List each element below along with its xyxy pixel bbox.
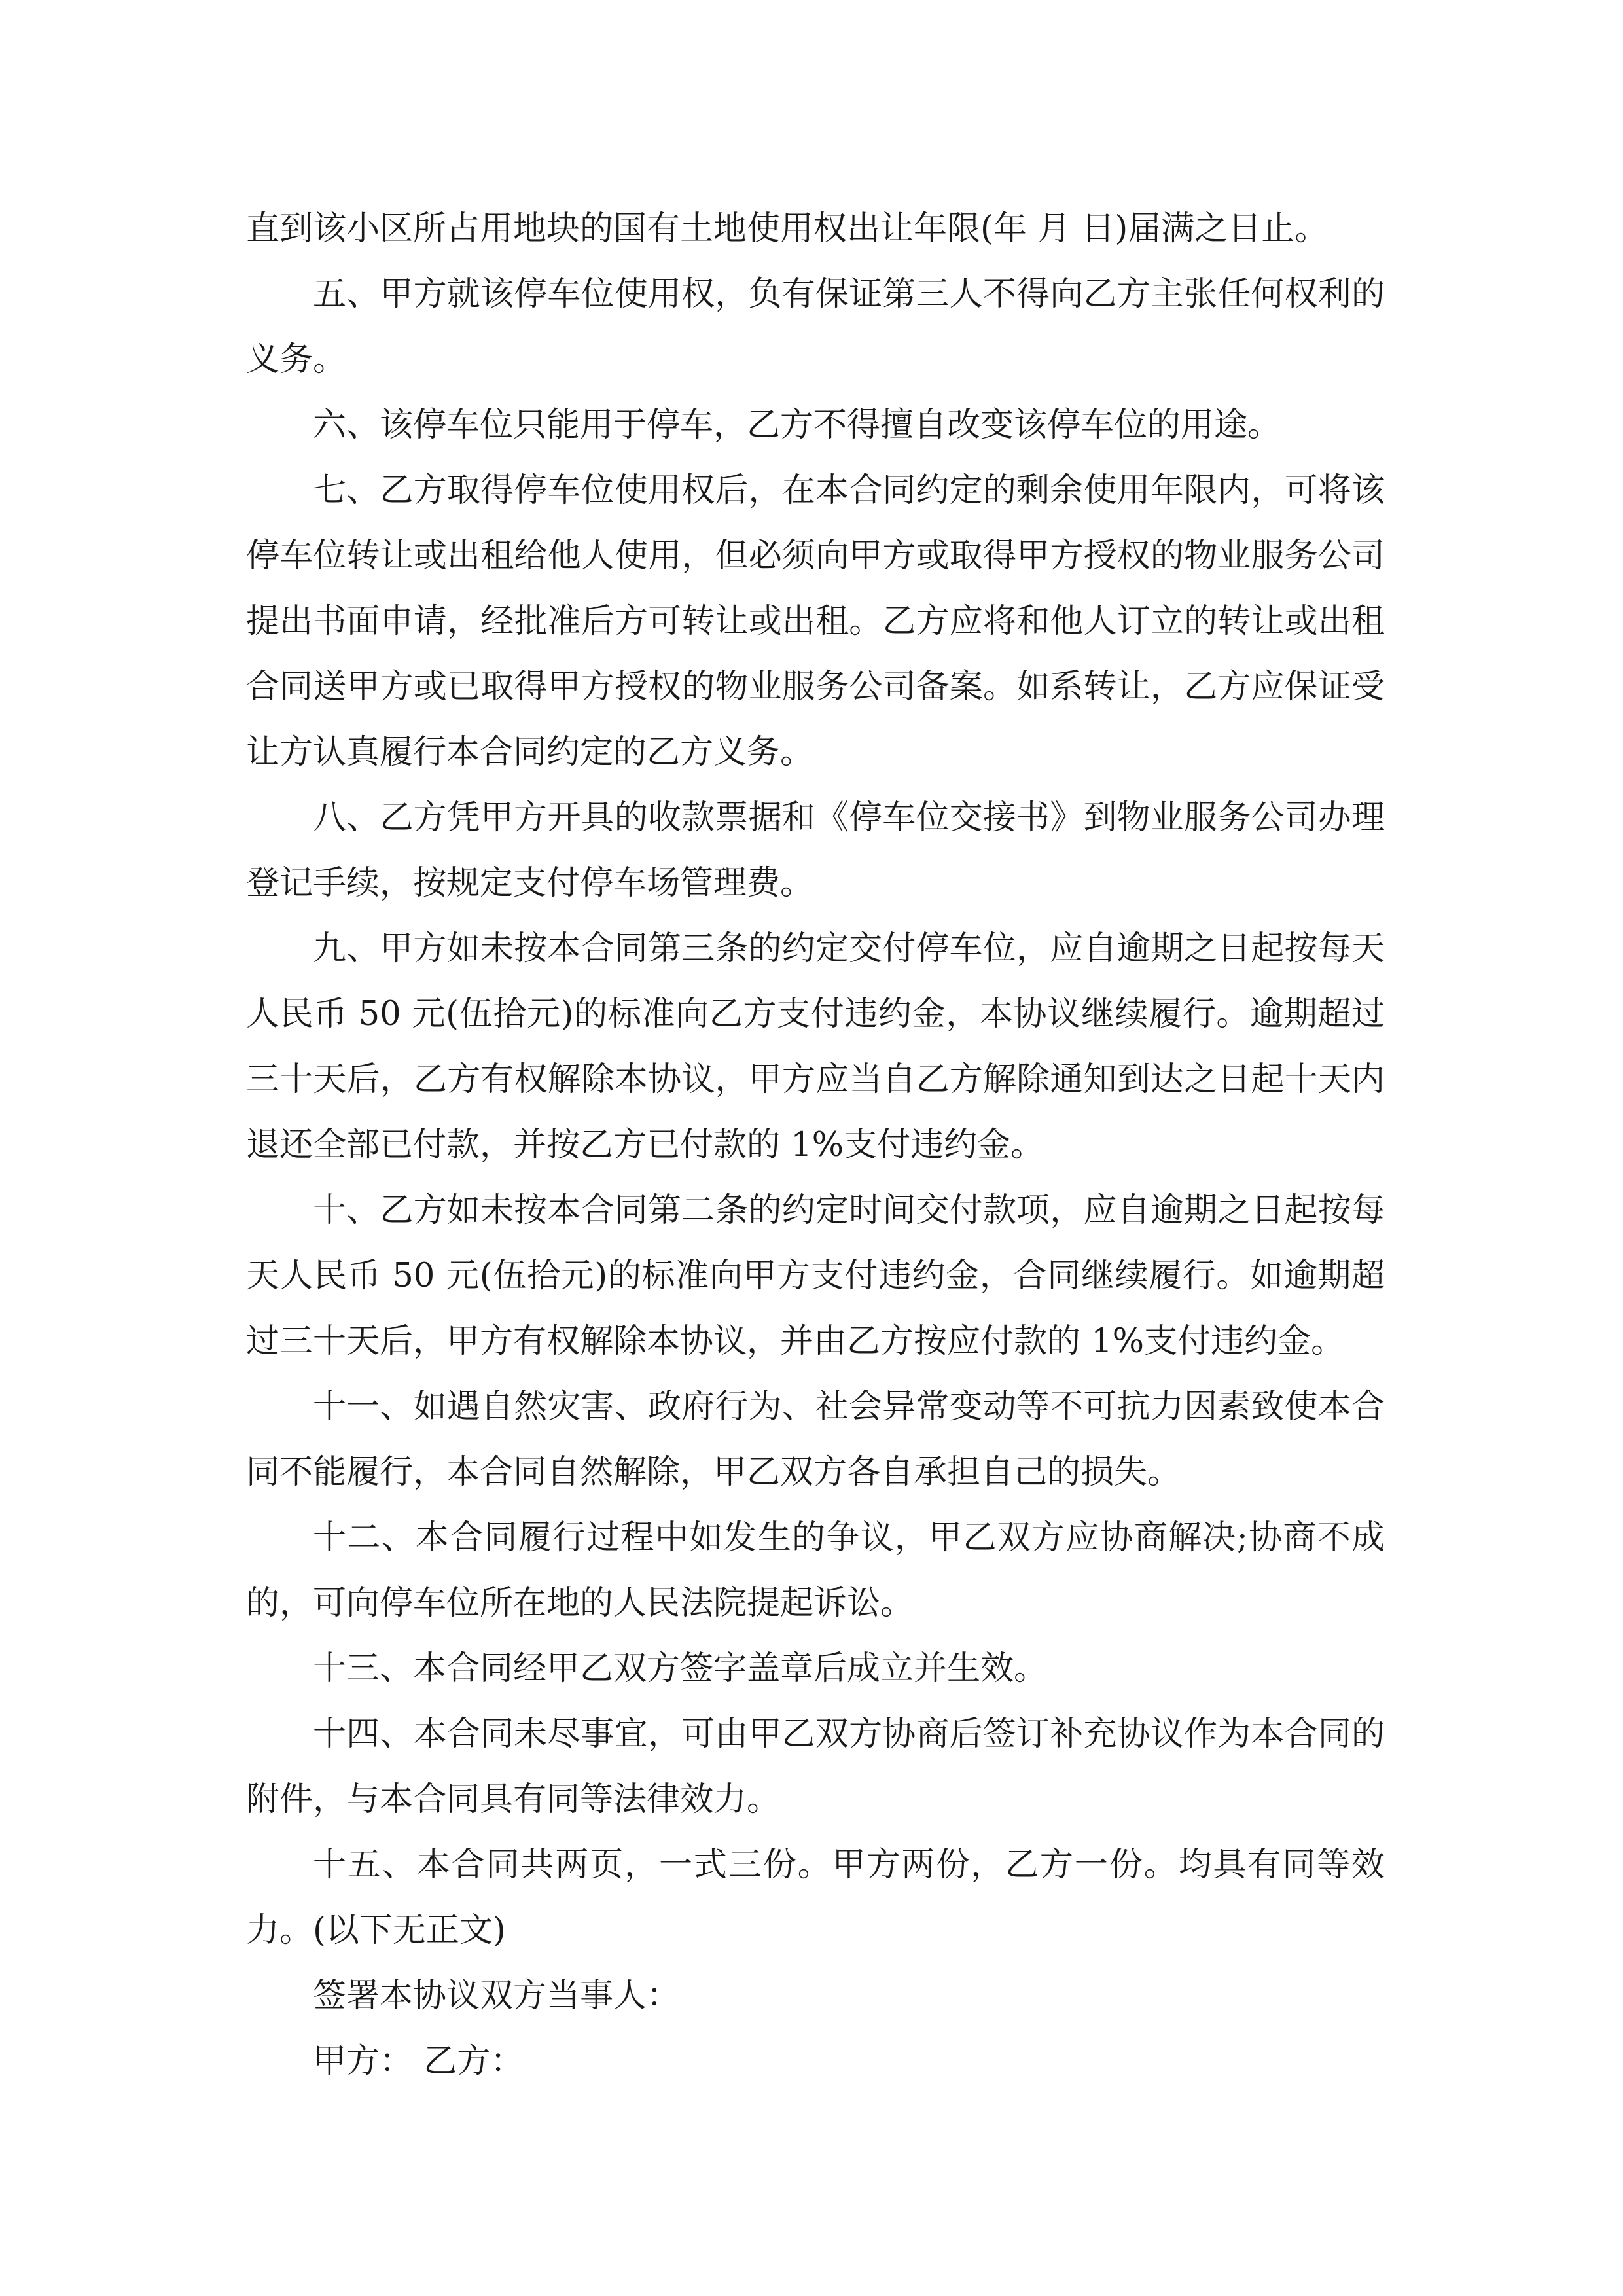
- document-body: [246, 196, 1385, 2094]
- paragraph-continuation: 直到该小区所占用地块的国有土地使用权出让年限(年 月 日)届满之日止。: [246, 209, 1329, 248]
- signature-intro: 签署本协议双方当事人：: [313, 1977, 681, 2015]
- clause-13: 十三、本合同经甲乙双方签字盖章后成立并生效。: [313, 1649, 1048, 1688]
- clause-8: 八、乙方凭甲方开具的收款票据和《停车位交接书》到物业服务公司办理登记手续，按规定支付停车场管理费。: [246, 798, 1385, 903]
- clause-7: 七、乙方取得停车位使用权后，在本合同约定的剩余使用年限内，可将该停车位转让或出租给他人使用，但必须向甲方或取得甲方授权的物业服务公司提出书面申请，经批准后方可转让或出租。乙方应将和他人订立的转让或出租合同送甲方或已取得甲方授权的物业服务公司备案。如系转让，乙方应保证受让方认真履行本合同约定的乙方义务。: [246, 471, 1385, 772]
- clause-6: 六、该停车位只能用于停车，乙方不得擅自改变该停车位的用途。: [313, 406, 1281, 444]
- signature-parties: 甲方： 乙方：: [313, 2042, 524, 2081]
- clause-11: 十一、如遇自然灾害、政府行为、社会异常变动等不可抗力因素致使本合同不能履行，本合同自然解除，甲乙双方各自承担自己的损失。: [246, 1388, 1385, 1492]
- clause-14: 十四、本合同未尽事宜，可由甲乙双方协商后签订补充协议作为本合同的附件，与本合同具有同等法律效力。: [246, 1715, 1385, 1819]
- clause-10: 十、乙方如未按本合同第二条的约定时间交付款项，应自逾期之日起按每天人民币 50 元(伍拾元)的标准向甲方支付违约金，合同继续履行。如逾期超过三十天后，甲方有权解除本协议，并由乙方按应付款的 1%支付违约金。: [246, 1191, 1385, 1361]
- clause-15: 十五、本合同共两页，一式三份。甲方两份，乙方一份。均具有同等效力。(以下无正文): [246, 1846, 1385, 1950]
- clause-9: 九、甲方如未按本合同第三条的约定交付停车位，应自逾期之日起按每天人民币 50 元(伍拾元)的标准向乙方支付违约金，本协议继续履行。逾期超过三十天后，乙方有权解除本协议，甲方应当自乙方解除通知到达之日起十天内退还全部已付款，并按乙方已付款的 1%支付违约金。: [246, 929, 1385, 1164]
- clause-12: 十二、本合同履行过程中如发生的争议，甲乙双方应协商解决;协商不成的，可向停车位所在地的人民法院提起诉讼。: [246, 1518, 1385, 1623]
- clause-5: 五、甲方就该停车位使用权，负有保证第三人不得向乙方主张任何权利的义务。: [246, 275, 1385, 379]
